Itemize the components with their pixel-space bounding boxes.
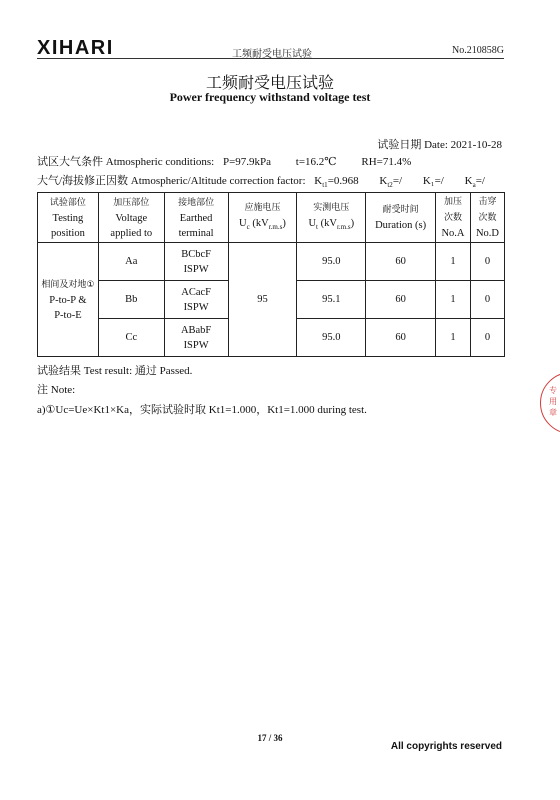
kt1-value: =0.968 (327, 175, 359, 187)
duration-cell: 60 (366, 281, 436, 319)
header-uc-unit-sub: r.m.s (268, 223, 283, 232)
ut-cell: 95.0 (297, 243, 366, 281)
header-position-cn: 试验部位 (49, 197, 86, 208)
note-label: 注 Note: (37, 384, 76, 396)
header-duration-cn: 耐受时间 (382, 205, 419, 215)
earthed-cell (164, 281, 228, 319)
header-uc-symbol: U (239, 217, 247, 229)
red-seal-stamp (540, 372, 560, 434)
header-no-d (470, 193, 504, 243)
no-d-cell: 0 (470, 281, 504, 319)
applied-cell: Bb (98, 281, 164, 319)
header-no-a-en: No.A (441, 228, 465, 239)
table-header-row (38, 193, 505, 243)
uc-value-cell: 95 (228, 243, 297, 357)
position-cell (38, 243, 99, 357)
kt1-symbol: K (314, 175, 323, 187)
applied-cell: Aa (98, 243, 164, 281)
report-number: No.210858G (452, 45, 504, 56)
header-uc (228, 193, 297, 243)
position-en2: P-to-E (54, 309, 82, 321)
copyright-notice: All copyrights reserved (390, 741, 502, 752)
header-duration-en: Duration (s) (375, 220, 427, 231)
ut-cell: 95.0 (297, 319, 366, 357)
test-result: 试验结果 Test result: 通过 Passed. (37, 365, 193, 377)
no-d-cell: 0 (470, 319, 504, 357)
header-earthed-cn: 接地部位 (178, 197, 215, 208)
kt1-subscript: t1 (322, 181, 328, 190)
header-divider (37, 58, 504, 59)
header-no-a (436, 193, 471, 243)
correction-factors (37, 172, 485, 189)
header-position-en2: position (51, 227, 85, 239)
correction-label: 大气/海拔修正因数 Atmospheric/Altitude correction factor: (37, 175, 306, 187)
conditions-label: 试区大气条件 Atmospheric conditions: (37, 156, 215, 168)
duration-cell: 60 (366, 243, 436, 281)
header-no-d-en: No.D (475, 228, 499, 239)
test-date: 试验日期 Date: 2021-10-28 (377, 139, 502, 151)
earthed-line2: ISPW (183, 301, 209, 313)
header-no-d-cn2: 次数 (478, 213, 497, 223)
header-no-a-cn1: 加压 (443, 197, 462, 207)
header-no-d-cn1: 击穿 (478, 197, 497, 207)
header-earthed-en1: Earthed (179, 212, 213, 224)
page-title-en: Power frequency withstand voltage test (169, 90, 371, 104)
kt2-subscript: t2 (387, 181, 393, 190)
header-ut (297, 193, 366, 243)
header-uc-unit: (kV (249, 217, 269, 229)
header-uc-close: ) (282, 217, 286, 229)
header-ut-close: ) (350, 217, 355, 229)
no-a-cell: 1 (436, 243, 471, 281)
temperature-value: t=16.2℃ (295, 156, 337, 168)
header-uc-sub: c (246, 223, 250, 232)
header-earthed (164, 193, 228, 243)
kt2-value: =/ (392, 175, 403, 187)
no-a-cell: 1 (436, 319, 471, 357)
table-row (38, 243, 505, 281)
header-no-a-cn2: 次数 (443, 213, 462, 223)
duration-cell: 60 (366, 319, 436, 357)
earthed-line2: ISPW (183, 263, 209, 275)
header-position-en1: Testing (52, 212, 84, 224)
no-a-cell: 1 (436, 281, 471, 319)
kt2-factor (379, 175, 403, 190)
kt2-symbol: K (379, 175, 388, 187)
position-en1: P-to-P & (49, 294, 87, 306)
earthed-cell (164, 319, 228, 357)
no-d-cell: 0 (470, 243, 504, 281)
header-ut-symbol: U (308, 217, 317, 229)
header-position (38, 193, 99, 243)
header-uc-cn: 应施电压 (244, 202, 281, 213)
humidity-value: RH=71.4% (361, 156, 412, 168)
applied-cell: Cc (98, 319, 164, 357)
seal-text: 专用章 (549, 386, 557, 417)
pressure-value: P=97.9kPa (222, 156, 272, 168)
header-applied (98, 193, 164, 243)
header-applied-en1: Voltage (115, 212, 148, 224)
header-applied-cn: 加压部位 (113, 197, 150, 208)
ka-value: =/ (475, 175, 485, 187)
ut-cell: 95.1 (297, 281, 366, 319)
page-title-cn: 工频耐受电压试验 (205, 73, 334, 92)
header-section-title: 工频耐受电压试验 (232, 49, 312, 60)
test-results-table (37, 192, 505, 357)
earthed-line1: BCbcF (181, 248, 211, 260)
atmospheric-conditions (37, 153, 411, 169)
header-ut-sub: t (316, 223, 318, 232)
position-cn: 相间及对地① (41, 279, 95, 290)
header-duration (366, 193, 436, 243)
earthed-cell (164, 243, 228, 281)
page-number: 17 / 36 (257, 733, 283, 743)
kt1-factor (314, 175, 359, 190)
note-a: a)①Uc=Ue×Kt1×Ka，实际试验时取 Kt1=1.000，Kt1=1.000 during test. (37, 404, 367, 416)
header-ut-unit-sub: r.m.s (336, 223, 351, 232)
earthed-line1: ACacF (181, 286, 211, 298)
header-applied-en2: applied to (110, 227, 153, 239)
header-ut-cn: 实测电压 (313, 202, 350, 213)
earthed-line2: ISPW (183, 339, 209, 351)
ka-subscript: a (472, 181, 476, 190)
ka-factor (464, 175, 485, 190)
header-ut-unit: (kV (317, 217, 337, 229)
k1-factor: K₁=/ (422, 175, 444, 187)
company-logo: XIHARI (37, 37, 114, 59)
header-earthed-en2: terminal (178, 227, 214, 239)
ka-symbol: K (464, 175, 473, 187)
earthed-line1: ABabF (180, 324, 212, 336)
